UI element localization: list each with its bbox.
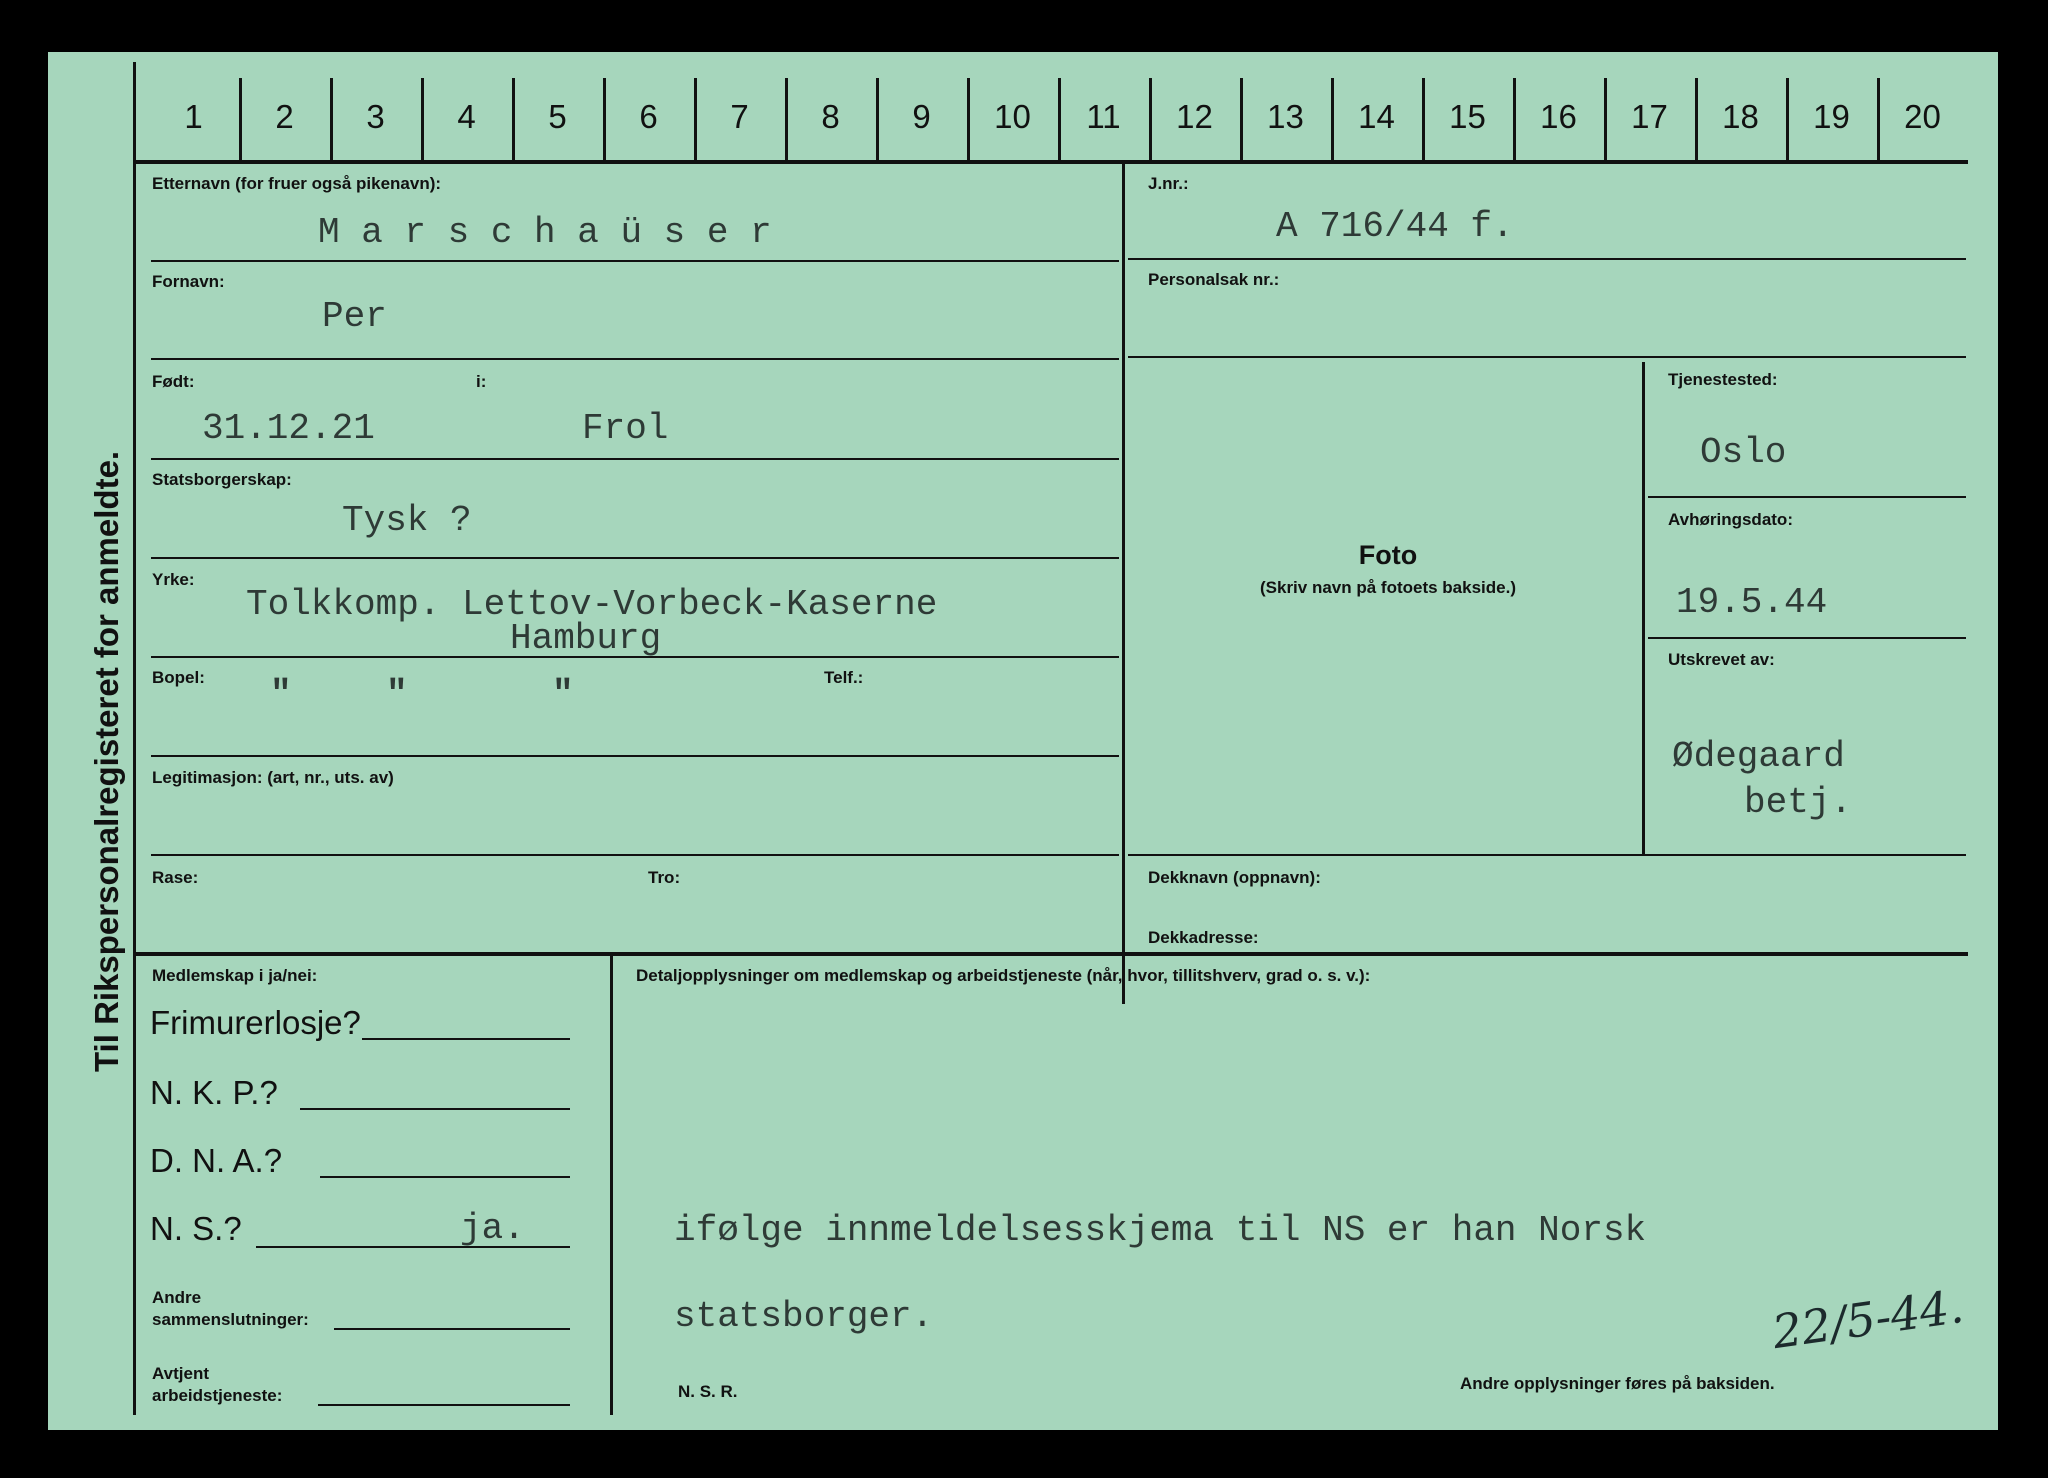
- andre-label-line1: Andre: [152, 1288, 202, 1307]
- fornavn-value: Per: [322, 296, 387, 337]
- handwritten-date: 22/5-44.: [1769, 1278, 1967, 1360]
- bopel-ditto: ": [386, 674, 408, 715]
- fornavn-label: Fornavn:: [152, 272, 225, 291]
- side-heading-text: Til Rikspersonalregisteret for anmeldte.: [88, 450, 125, 1072]
- foto-subtitle: (Skriv navn på fotoets bakside.): [1259, 578, 1516, 597]
- bopel-ditto: ": [270, 674, 292, 715]
- column-divider: [1058, 78, 1061, 162]
- row-line: [151, 854, 1119, 856]
- row-line: [151, 260, 1119, 262]
- row-line: [1648, 637, 1966, 639]
- dekknavn-label: Dekknavn (oppnavn):: [1148, 868, 1321, 887]
- foto-title: Foto: [1358, 540, 1418, 570]
- column-divider: [967, 78, 970, 162]
- row-line: [151, 358, 1119, 360]
- column-number: 19: [1813, 98, 1850, 135]
- etternavn-value: M a r s c h a ü s e r: [318, 212, 772, 253]
- column-divider: [421, 78, 424, 162]
- jnr-label: J.nr.:: [1148, 174, 1189, 193]
- column-number: 10: [994, 98, 1031, 135]
- nkp-label: N. K. P.?: [150, 1074, 278, 1111]
- avtjent-line: [318, 1404, 570, 1406]
- column-divider: [1240, 78, 1243, 162]
- column-number: 13: [1267, 98, 1304, 135]
- jnr-value: A 716/44 f.: [1276, 206, 1514, 247]
- avhoringsdato-label: Avhøringsdato:: [1668, 510, 1793, 529]
- utskrevet-value-line2: betj.: [1744, 782, 1853, 823]
- row-line: [1128, 258, 1966, 260]
- middle-divider: [1122, 164, 1125, 1004]
- column-number: 2: [275, 98, 294, 135]
- ns-label: N. S.?: [150, 1210, 242, 1247]
- column-number: 4: [457, 98, 476, 135]
- column-number: 11: [1086, 98, 1121, 135]
- avtjent-label-line1: Avtjent: [152, 1364, 209, 1383]
- column-number: 18: [1722, 98, 1759, 135]
- column-number: 7: [730, 98, 749, 135]
- personalsak-label: Personalsak nr.:: [1148, 270, 1280, 289]
- avhoringsdato-value: 19.5.44: [1676, 582, 1828, 623]
- column-number: 12: [1176, 98, 1213, 135]
- column-divider: [694, 78, 697, 162]
- column-number: 16: [1540, 98, 1577, 135]
- details-text-line1: ifølge innmeldelsesskjema til NS er han Norsk: [674, 1210, 1647, 1251]
- row-line: [151, 557, 1119, 559]
- bopel-label: Bopel:: [152, 668, 205, 687]
- column-divider: [1513, 78, 1516, 162]
- column-divider: [1331, 78, 1334, 162]
- row-line: [1648, 496, 1966, 498]
- fodested-value: Frol: [582, 408, 669, 449]
- tjenestested-value: Oslo: [1700, 432, 1787, 473]
- andre-line: [334, 1328, 570, 1330]
- legitimasjon-label: Legitimasjon: (art, nr., uts. av): [152, 768, 394, 787]
- yrke-label: Yrke:: [152, 570, 195, 589]
- section-line: [133, 952, 1968, 956]
- avtjent-label-line2: arbeidstjeneste:: [152, 1386, 283, 1405]
- yrke-value-line2: Hamburg: [510, 618, 662, 659]
- column-divider: [1695, 78, 1698, 162]
- fodested-label: i:: [476, 372, 487, 391]
- nkp-line: [300, 1108, 570, 1110]
- tro-label: Tro:: [648, 868, 681, 887]
- dna-line: [320, 1176, 570, 1178]
- row-line: [1128, 854, 1966, 856]
- utskrevet-label: Utskrevet av:: [1668, 650, 1775, 669]
- details-header: Detaljopplysninger om medlemskap og arbeidstjeneste (når, hvor, tillitshverv, grad o. s. v.):: [636, 966, 1371, 985]
- yrke-value-line1: Tolkkomp. Lettov-Vorbeck-Kaserne: [246, 584, 938, 625]
- membership-header: Medlemskap i ja/nei:: [152, 966, 318, 985]
- column-divider: [1149, 78, 1152, 162]
- telf-label: Telf.:: [824, 668, 864, 687]
- registration-card: [48, 52, 1998, 1430]
- column-number: 9: [912, 98, 931, 135]
- column-number: 3: [366, 98, 385, 135]
- column-divider: [1604, 78, 1607, 162]
- statsborgerskap-value: Tysk ?: [342, 500, 472, 541]
- bopel-ditto: ": [552, 674, 574, 715]
- membership-divider: [610, 955, 613, 1415]
- column-number: 15: [1449, 98, 1486, 135]
- fodt-label: Født:: [152, 372, 195, 391]
- statsborgerskap-label: Statsborgerskap:: [152, 470, 292, 489]
- column-divider: [785, 78, 788, 162]
- column-number: 17: [1631, 98, 1668, 135]
- details-text-line2: statsborger.: [674, 1296, 934, 1337]
- column-number: 6: [639, 98, 658, 135]
- rase-label: Rase:: [152, 868, 199, 887]
- utskrevet-value-line1: Ødegaard: [1672, 736, 1845, 777]
- row-line: [151, 458, 1119, 460]
- column-number: 5: [548, 98, 567, 135]
- footer-note: Andre opplysninger føres på baksiden.: [1460, 1374, 1775, 1393]
- column-divider: [512, 78, 515, 162]
- number-row-line: [133, 160, 1968, 164]
- ns-answer: ja.: [460, 1208, 525, 1249]
- frimurer-label: Frimurerlosje?: [150, 1004, 361, 1041]
- dna-label: D. N. A.?: [150, 1142, 283, 1179]
- column-number: 20: [1904, 98, 1941, 135]
- row-line: [151, 755, 1119, 757]
- left-border: [133, 62, 136, 1415]
- right-column-divider: [1642, 362, 1645, 854]
- andre-label-line2: sammenslutninger:: [152, 1310, 309, 1329]
- etternavn-label: Etternavn (for fruer også pikenavn):: [152, 174, 442, 193]
- nsr-mark: N. S. R.: [678, 1382, 738, 1401]
- column-number: 8: [821, 98, 840, 135]
- fodt-value: 31.12.21: [202, 408, 375, 449]
- tjenestested-label: Tjenestested:: [1668, 370, 1778, 389]
- column-divider: [1422, 78, 1425, 162]
- column-divider: [1786, 78, 1789, 162]
- column-divider: [876, 78, 879, 162]
- column-number: 1: [184, 98, 203, 135]
- column-number: 14: [1358, 98, 1395, 135]
- column-divider: [239, 78, 242, 162]
- frimurer-line: [362, 1038, 570, 1040]
- column-divider: [1877, 78, 1880, 162]
- column-divider: [603, 78, 606, 162]
- row-line: [1128, 356, 1966, 358]
- column-divider: [330, 78, 333, 162]
- dekkadresse-label: Dekkadresse:: [1148, 928, 1259, 947]
